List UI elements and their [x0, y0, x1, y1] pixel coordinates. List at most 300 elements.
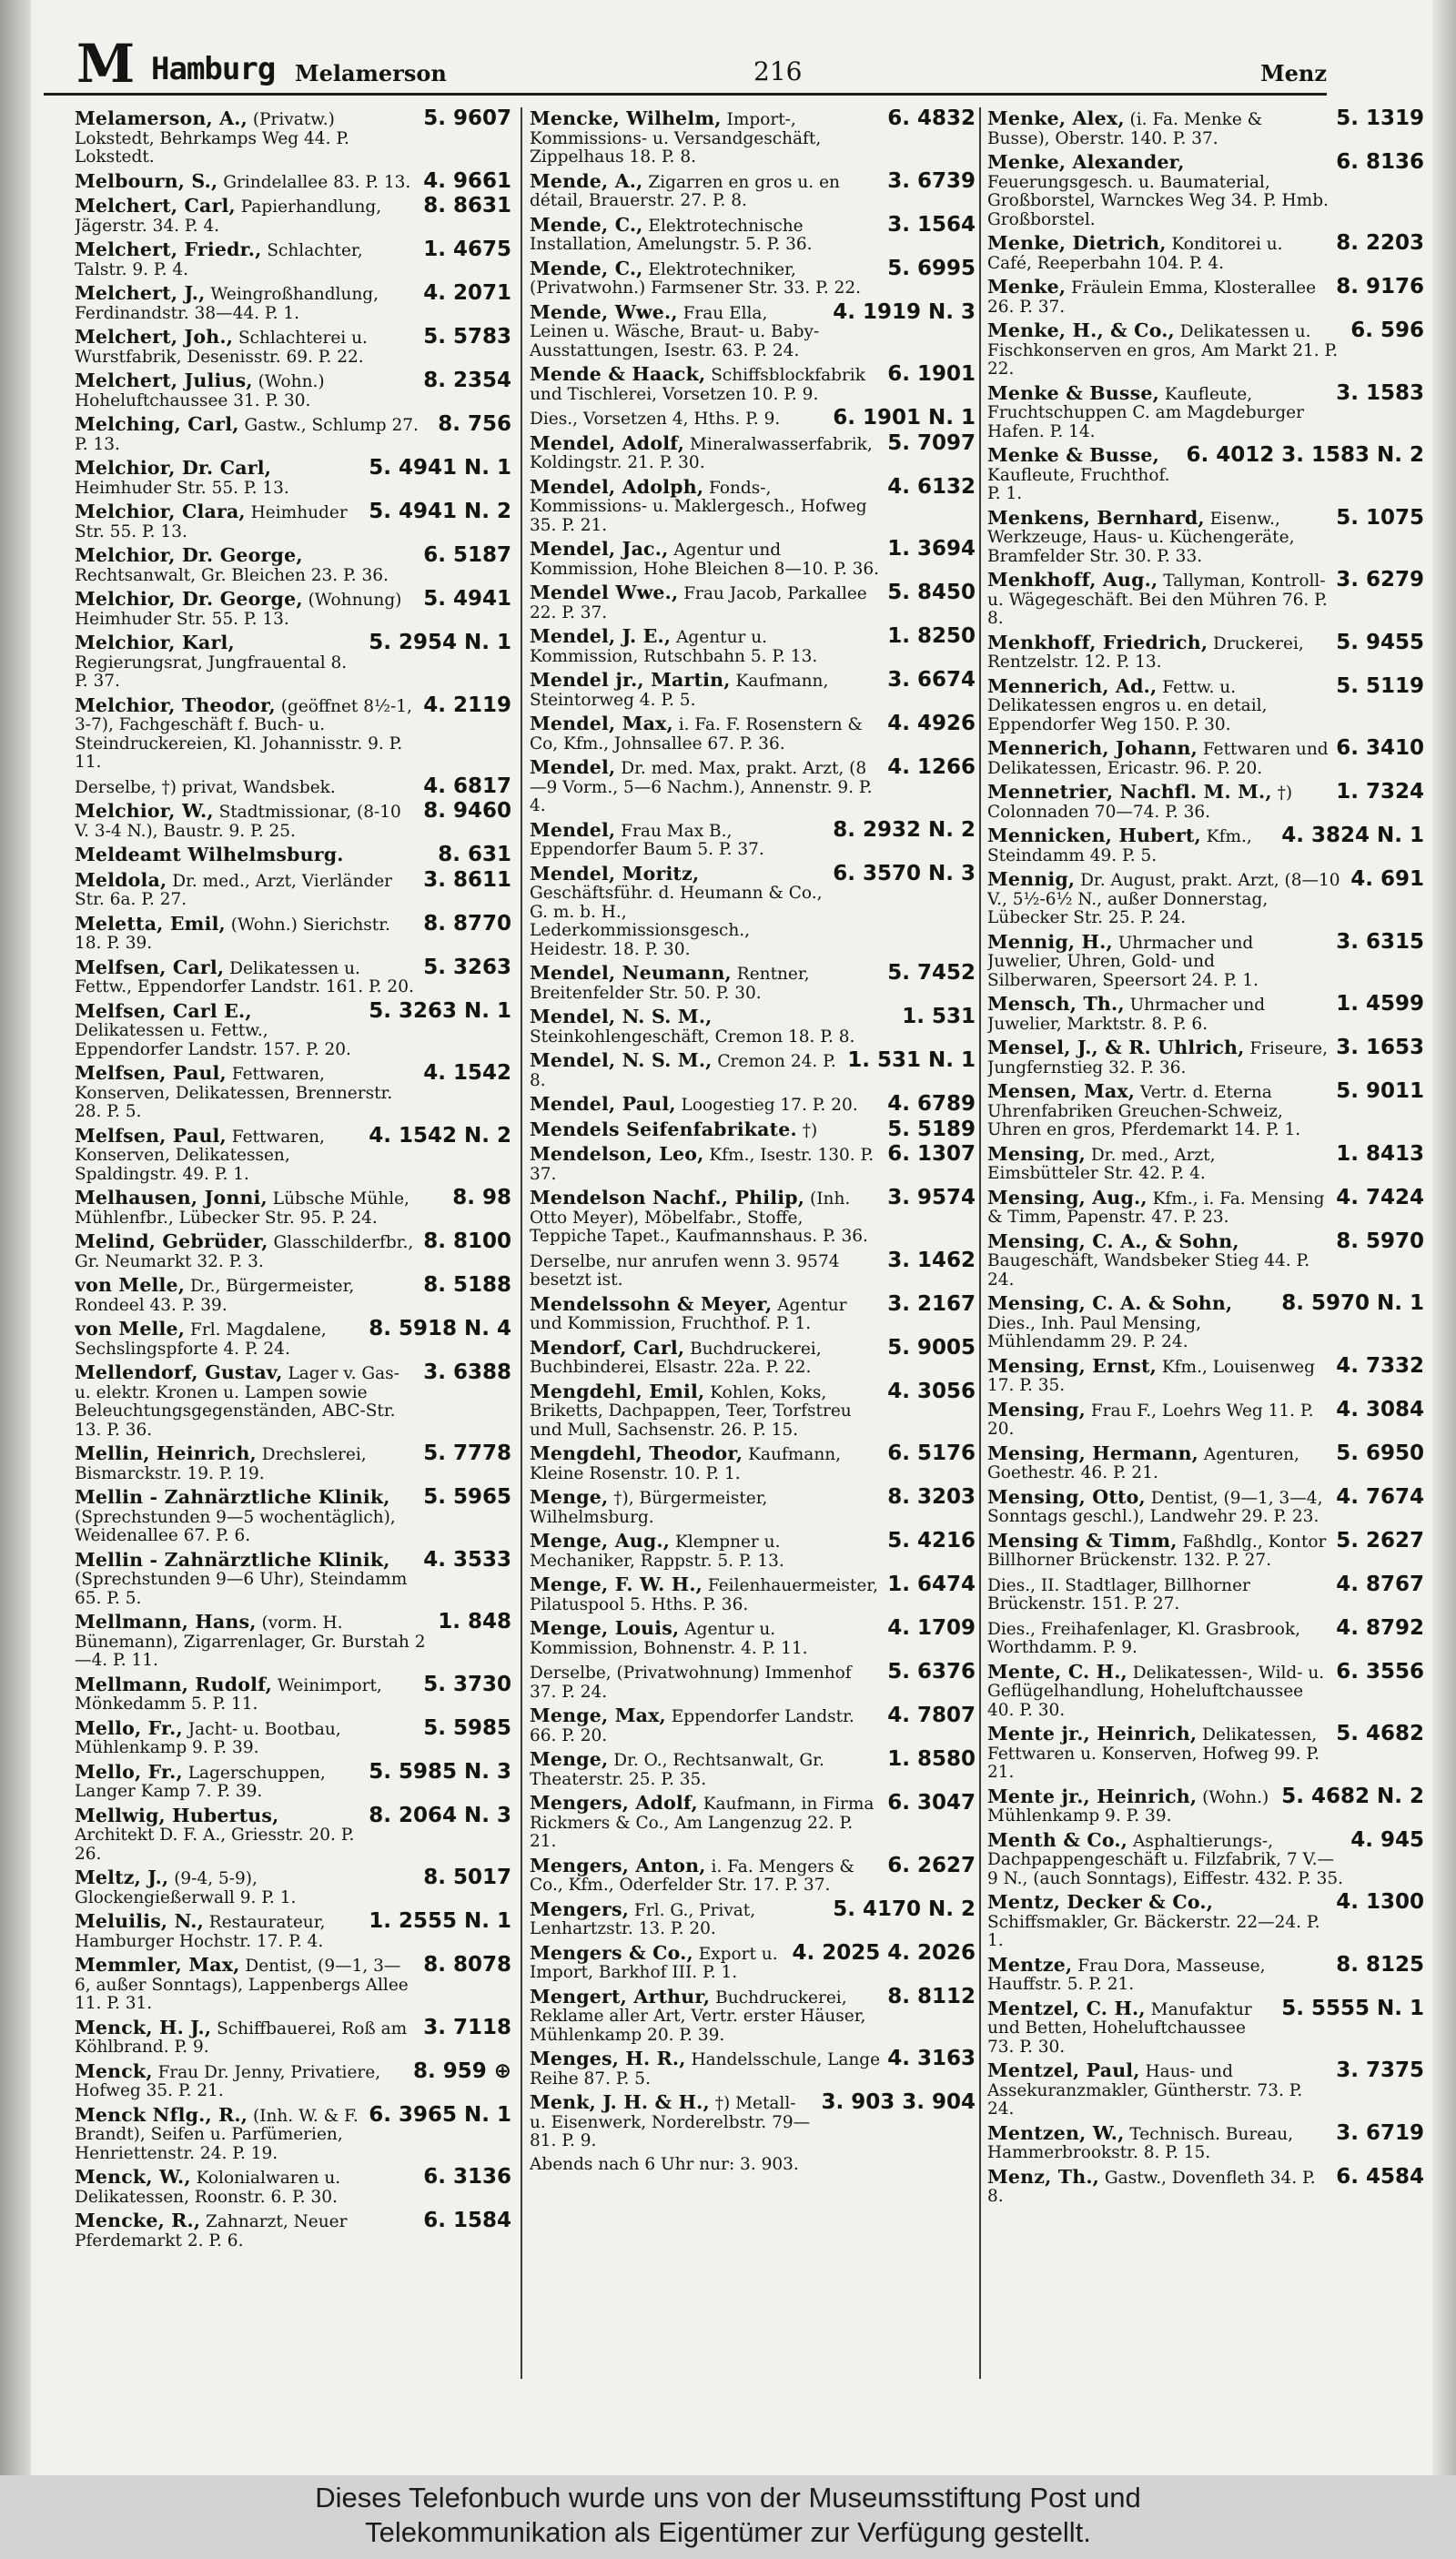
entry-phone-number: 4. 3163	[887, 2047, 976, 2070]
entry-phone-number: 4. 2025 4. 2026	[792, 1940, 976, 1965]
entry-phone-number: 8. 8100	[423, 1229, 511, 1253]
entry-details: Tallyman, Kontroll- u. Wägegeschäft. Bei den Mühren 76. P. 8.	[987, 571, 1328, 628]
entry-phone-number: 8. 9460	[423, 799, 511, 823]
entry-details: Frl. Magdalene, Sechslingspforte 4. P. 24.	[75, 1320, 327, 1359]
directory-entry	[987, 1353, 1424, 1396]
entry-name: Menke,	[987, 276, 1067, 298]
entry-phone-number: 5. 3730	[423, 1672, 511, 1696]
entry-name: Mennerich, Johann,	[987, 737, 1198, 759]
entry-name: Mendel, Adolph,	[530, 475, 704, 498]
entry-details: Delikatessen, Fettwaren u. Konserven, Hofweg 99. P. 21.	[987, 1725, 1320, 1782]
directory-entry	[530, 1616, 976, 1658]
entry-name: Menke & Busse,	[987, 444, 1159, 466]
entry-details: (Wohn.) Mühlenkamp 9. P. 39.	[987, 1787, 1269, 1826]
entry-phone-number: 1. 2555 N. 1	[369, 1909, 511, 1933]
directory-entry	[530, 1142, 976, 1184]
entry-name: Menz, Th.,	[987, 2165, 1099, 2188]
entry-name: Mendelssohn & Meyer,	[530, 1292, 773, 1315]
entry-name: Melchior, Theodor,	[75, 693, 276, 716]
directory-entry	[530, 1575, 976, 1614]
directory-entry	[75, 911, 511, 954]
entry-details: Gastw., Schlump 27. P. 13.	[75, 416, 419, 454]
entry-phone-number: 4. 2119	[423, 693, 511, 717]
directory-entry	[987, 929, 1424, 991]
entry-details: Feuerungsgesch. u. Baumaterial, Großborstel, Warnckes Weg 34. P. Hmb. Großborstel.	[987, 172, 1329, 229]
entry-details: Restaurateur, Hamburger Hochstr. 17. P. 4.	[75, 1913, 326, 1951]
entry-details: (Sprechstunden 9—5 wochentäglich), Weidenallee 67. P. 6.	[75, 1507, 396, 1545]
entry-phone-number: 5. 2954 N. 1	[369, 631, 511, 654]
directory-entry	[987, 1659, 1424, 1721]
directory-entry	[987, 109, 1424, 148]
entry-details: Dr., Bürgermeister, Rondeel 43. P. 39.	[75, 1277, 355, 1315]
page-footer	[0, 2475, 1456, 2559]
entry-details: Uhrmacher und Juwelier, Uhren, Gold- und Silberwaren, Speersort 24. P. 1.	[987, 933, 1259, 990]
entry-details: Geschäftsführ. d. Heumann & Co., G. m. b. H., Lederkommissionsgesch., Heidestr. 18. P. 30.	[530, 884, 823, 959]
directory-entry	[75, 371, 511, 410]
entry-name: Mensing, Hermann,	[987, 1441, 1199, 1464]
entry-phone-number: 3. 1564	[887, 212, 976, 237]
entry-details: Kohlen, Koks, Briketts, Dachpappen, Teer, Torfstreu und Mull, Sachsenstr. 26. P. 15.	[530, 1382, 852, 1440]
entry-name: Mendorf, Carl,	[530, 1336, 685, 1359]
entry-details: Kfm., i. Fa. Mensing & Timm, Papenstr. 47. P. 23.	[987, 1188, 1325, 1227]
directory-entry	[75, 1715, 511, 1758]
entry-details: Stadtmissionar, (8-10 V. 3-4 N.), Baustr. 9. P. 25.	[75, 803, 401, 841]
entry-details: Frau Dr. Jenny, Privatiere, Hofweg 35. P. 21.	[75, 2062, 381, 2100]
entry-details: Glasschilderfbr., Gr. Neumarkt 32. P. 3.	[75, 1233, 414, 1271]
entry-details: Schlachterei u. Wurstfabrik, Desenisstr. 69. P. 22.	[75, 329, 368, 367]
entry-name: Mendel, N. S. M.,	[530, 1006, 713, 1027]
entry-name: Menge, Max,	[530, 1704, 666, 1726]
entry-name: Mengdehl, Theodor,	[530, 1442, 743, 1464]
entry-details: Agentur und Kommission, Fruchthof. P. 1.	[530, 1295, 847, 1333]
directory-entry	[530, 1048, 976, 1090]
directory-entry	[530, 861, 976, 960]
entry-name: Mentzen, W.,	[987, 2121, 1125, 2144]
entry-details: Zahnarzt, Neuer Pferdemarkt 2. P. 6.	[75, 2212, 348, 2251]
entry-details: Eisenw., Werkzeuge, Haus- u. Küchengeräte, Bramfelder Str. 30. P. 33.	[987, 509, 1295, 566]
directory-entry	[75, 845, 511, 866]
entry-details: Zigarren en gros u. en détail, Brauerstr. 27. P. 8.	[530, 172, 840, 210]
entry-details: Dr. August, prakt. Arzt, (8—10 V., 5½-6½ N., außer Donnerstag, Lübecker Str. 25. P. 24.	[987, 871, 1340, 927]
directory-entry	[987, 1038, 1424, 1077]
entry-details: (9-4, 5-9), Glockengießerwall 9. P. 1.	[75, 1869, 297, 1907]
entry-details: Buchdruckerei, Reklame aller Art, Vertr. erster Häuser, Mühlenkamp 20. P. 39.	[530, 1988, 866, 2045]
entry-details: Fettwaren und Delikatessen, Ericastr. 96. P. 20.	[987, 740, 1329, 778]
entry-name: Melchior, Dr. George,	[75, 588, 303, 610]
entry-details: (i. Fa. Menke & Busse), Oberstr. 140. P. 37.	[987, 110, 1263, 148]
entry-details: Dr. med. Max, prakt. Arzt, (8—9 Vorm., 5—6 Nachm.), Annenstr. 9. P. 4.	[530, 759, 873, 815]
entry-details: Export u. Import, Barkhof III. P. 1.	[530, 1944, 778, 1982]
entry-phone-number: 5. 1319	[1336, 109, 1424, 130]
entry-details: Drechslerei, Bismarckstr. 19. P. 19.	[75, 1445, 367, 1483]
entry-phone-number: 8. 8078	[423, 1953, 511, 1977]
entry-details: Kaufmann, in Firma Rickmers & Co., Am Langenzug 22. P. 21.	[530, 1795, 875, 1851]
directory-entry	[530, 1747, 976, 1789]
entry-phone-number: 4. 1709	[887, 1616, 976, 1640]
last-entry-guide-word: Menz	[1260, 60, 1327, 86]
entry-details: Agenturen, Goethestr. 46. P. 21.	[987, 1444, 1299, 1482]
entry-phone-number: 3. 1653	[1336, 1036, 1424, 1059]
entry-name: Mensen, Max,	[987, 1080, 1136, 1102]
entry-name: Mengert, Arthur,	[530, 1985, 711, 2008]
directory-entry	[530, 961, 976, 1003]
entry-name: Melchior, Karl,	[75, 632, 235, 653]
entry-name: Mellwig, Hubertus,	[75, 1804, 279, 1826]
directory-entry	[75, 168, 511, 193]
entry-details: Faßhdlg., Kontor Billhorner Brückenstr. 132. P. 27.	[987, 1532, 1327, 1570]
directory-column-2	[530, 109, 976, 2439]
entry-details: Dr. O., Rechtsanwalt, Gr. Theaterstr. 25. P. 35.	[530, 1751, 824, 1789]
directory-entry	[75, 2058, 511, 2101]
entry-name: Mentzel, Paul,	[987, 2059, 1140, 2081]
entry-phone-number: 6. 3570 N. 3	[833, 861, 976, 885]
entry-details: Import-, Kommissions- u. Versandgeschäft, Zippelhaus 18. P. 8.	[530, 110, 822, 167]
directory-entry	[530, 212, 976, 255]
entry-details: Dentist, (9—1, 3—4, Sonntags geschl.), Landwehr 29. P. 23.	[987, 1488, 1323, 1526]
entry-details: Frl. G., Privat, Lenhartzstr. 13. P. 20.	[530, 1900, 756, 1938]
entry-phone-number: 5. 7452	[887, 961, 976, 985]
entry-phone-number: 6. 4012 3. 1583 N. 2	[1186, 443, 1424, 467]
entry-name: Menck,	[75, 2059, 153, 2082]
entry-details: Fonds-, Kommissions- u. Maklergesch., Hofweg 35. P. 21.	[530, 478, 867, 535]
entry-details: Weinimport, Mönkedamm 5. P. 11.	[75, 1675, 382, 1714]
entry-name: Mentze,	[987, 1953, 1073, 1976]
entry-phone-number: 1. 7324	[1336, 780, 1424, 804]
entry-phone-number: 8. 8112	[887, 1984, 976, 2008]
footer-line-1: Dieses Telefonbuch wurde uns von der Museumsstiftung Post und	[315, 2482, 1141, 2513]
directory-entry	[75, 1868, 511, 1907]
page-edge-shadow-right	[1432, 0, 1456, 2475]
entry-phone-number: 8. 5188	[423, 1273, 511, 1297]
entry-phone-number: 8. 5918 N. 4	[369, 1317, 511, 1340]
entry-details: Manufaktur und Betten, Hoheluftchaussee 73. P. 30.	[987, 1999, 1252, 2057]
entry-phone-number: 6. 3136	[423, 2165, 511, 2189]
entry-details: Agentur u. Kommission, Rutschbahn 5. P. 13.	[530, 628, 818, 666]
directory-entry	[75, 1759, 511, 1802]
column-divider	[521, 107, 522, 2379]
directory-entry	[987, 992, 1424, 1034]
entry-phone-number: 6. 1307	[887, 1142, 976, 1166]
entry-name: Mensing, C. A., & Sohn,	[987, 1229, 1239, 1252]
directory-entry	[530, 474, 976, 536]
directory-entry	[75, 1188, 511, 1228]
entry-name: Mensing, Aug.,	[987, 1186, 1148, 1209]
directory-entry	[75, 774, 511, 798]
entry-name: Menge,	[530, 1486, 609, 1508]
directory-entry	[75, 1441, 511, 1483]
entry-phone-number: 1. 8580	[887, 1747, 976, 1771]
entry-name: Menke, Alex,	[987, 109, 1125, 129]
directory-entry	[530, 362, 976, 404]
entry-details: Heimhuder Str. 55. P. 13.	[75, 503, 348, 541]
directory-entry	[75, 1317, 511, 1359]
entry-phone-number: 1. 4599	[1336, 992, 1424, 1016]
entry-name: Mente, C. H.,	[987, 1660, 1127, 1683]
entry-phone-number: 6. 3965 N. 1	[369, 2102, 511, 2127]
directory-entry	[530, 668, 976, 710]
directory-entry	[530, 537, 976, 579]
entry-name: Menke, H., & Co.,	[987, 319, 1175, 341]
directory-entry	[530, 1853, 976, 1896]
directory-entry	[987, 736, 1424, 778]
entry-phone-number: 5. 7778	[423, 1441, 511, 1465]
directory-entry	[530, 1441, 976, 1483]
entry-name: Mende, C.,	[530, 213, 643, 236]
directory-entry	[987, 2120, 1424, 2163]
entry-name: Melfsen, Paul,	[75, 1062, 227, 1084]
entry-details: †), Bürgermeister, Wilhelmsburg.	[530, 1489, 768, 1527]
city-title: Hamburg	[151, 51, 276, 87]
footer-line-2: Telekommunikation als Eigentümer zur Verfügung gestellt.	[365, 2516, 1091, 2548]
directory-entry	[530, 2156, 976, 2175]
directory-entry	[987, 1952, 1424, 1995]
entry-name: Mengers & Co.,	[530, 1941, 693, 1964]
directory-entry	[987, 673, 1424, 735]
entry-details: (Privatw.) Lokstedt, Behrkamps Weg 44. P. Lokstedt.	[75, 110, 349, 167]
entry-phone-number: 6. 5187	[423, 543, 511, 567]
entry-name: Mendel,	[530, 756, 616, 778]
directory-entry	[75, 2102, 511, 2164]
directory-entry	[987, 1890, 1424, 1951]
entry-phone-number: 8. 5970	[1336, 1229, 1424, 1253]
entry-phone-number: 5. 5985	[423, 1715, 511, 1740]
entry-details: Handelsschule, Lange Reihe 87. P. 5.	[530, 2050, 881, 2089]
entry-details: Uhrmacher und Juwelier, Marktstr. 8. P. 6.	[987, 996, 1266, 1034]
entry-details: Klempner u. Mechaniker, Rappstr. 5. P. 13.	[530, 1532, 784, 1571]
entry-name: Mellin, Heinrich,	[75, 1442, 257, 1464]
entry-name: Menck, H. J.,	[75, 2016, 212, 2038]
entry-name: Mendelson Nachf., Philip,	[530, 1187, 805, 1209]
entry-phone-number: 4. 2071	[423, 281, 511, 305]
directory-entry	[530, 1188, 976, 1247]
entry-name: Melchior, Clara,	[75, 501, 246, 522]
entry-phone-number: 8. 5970 N. 1	[1281, 1291, 1424, 1315]
entry-name: Melchert, Friedr.,	[75, 238, 262, 260]
directory-entry	[75, 281, 511, 323]
directory-entry	[987, 1996, 1424, 2058]
entry-details: Feilenhauermeister, Pilatuspool 5. Hths. P. 36.	[530, 1576, 879, 1614]
entry-name: Melching, Carl,	[75, 413, 239, 435]
entry-details: Fettwaren, Konserven, Delikatessen, Spaldingstr. 49. P. 1.	[75, 1127, 325, 1184]
directory-entry	[75, 955, 511, 997]
directory-entry	[530, 583, 976, 622]
directory-entry	[75, 587, 511, 629]
entry-name: Melamerson, A.,	[75, 109, 248, 129]
entry-name: Mendels Seifenfabrikate.	[530, 1118, 797, 1140]
entry-name: Mensing & Timm,	[987, 1529, 1178, 1552]
entry-name: Mende, A.,	[530, 169, 643, 192]
entry-name: Menck, W.,	[75, 2166, 191, 2188]
entry-details: Frau Ella, Leinen u. Wäsche, Braut- u. Baby-Ausstattungen, Isestr. 63. P. 24.	[530, 303, 820, 360]
entry-name: Mente jr., Heinrich,	[987, 1723, 1198, 1745]
entry-phone-number: 1. 6474	[887, 1573, 976, 1596]
entry-name: Menke, Alexander,	[987, 151, 1185, 173]
directory-entry	[530, 2049, 976, 2089]
entry-phone-number: 4. 6132	[887, 474, 976, 499]
entry-details: Derselbe, †) privat, Wandsbek.	[75, 777, 336, 797]
entry-details: Abends nach 6 Uhr nur: 3. 903.	[530, 2154, 799, 2174]
entry-phone-number: 4. 7807	[887, 1704, 976, 1727]
directory-entry	[987, 568, 1424, 629]
entry-name: Mencke, Wilhelm,	[530, 109, 722, 129]
entry-details: Kaufleute, Fruchtschuppen C. am Magdeburger Hafen. P. 14.	[987, 384, 1304, 441]
entry-phone-number: 4. 7424	[1336, 1185, 1424, 1209]
entry-details: Mineralwasserfabrik, Koldingstr. 21. P. 30.	[530, 434, 873, 472]
entry-name: Meluilis, N.,	[75, 1910, 204, 1932]
directory-entry	[75, 633, 511, 692]
entry-phone-number: 5. 5189	[887, 1117, 976, 1141]
entry-details: i. Fa. Mengers & Co., Kfm., Oderfelder Str. 17. P. 37.	[530, 1856, 854, 1895]
entry-name: Menkhoff, Friedrich,	[987, 631, 1208, 653]
directory-entry	[987, 2164, 1424, 2207]
entry-details: Asphaltierungs-, Dachpappengeschäft u. Filzfabrik, 7 V.—9 N., (auch Sonntags), Eiffestr. 432. P. 35.	[987, 1831, 1344, 1888]
entry-details: Grindelallee 83. P. 13.	[223, 172, 411, 192]
entry-phone-number: 6. 4584	[1336, 2164, 1424, 2189]
entry-name: Mensing,	[987, 1398, 1086, 1421]
directory-entry	[75, 194, 511, 236]
directory-entry	[987, 826, 1424, 865]
entry-details: Dies., Freihafenlager, Kl. Grasbrook, Worthdamm. P. 9.	[987, 1619, 1301, 1657]
entry-name: Menk, J. H. & H.,	[530, 2091, 710, 2113]
page-number: 216	[753, 56, 803, 86]
entry-name: Menges, H. R.,	[530, 2048, 686, 2069]
entry-phone-number: 4. 691	[1350, 867, 1424, 891]
entry-phone-number: 5. 8450	[887, 581, 976, 604]
directory-entry	[530, 406, 976, 430]
entry-phone-number: 6. 1901 N. 1	[833, 406, 976, 430]
entry-phone-number: 8. 9176	[1336, 275, 1424, 298]
entry-phone-number: 8. 5017	[423, 1866, 511, 1889]
entry-phone-number: 4. 1266	[887, 755, 976, 779]
directory-column-1	[75, 109, 511, 2439]
entry-details: Dentist, (9—1, 3—6, außer Sonntags), Lappenbergs Allee 11. P. 31.	[75, 1957, 409, 2013]
entry-name: Mendel, Max,	[530, 713, 673, 734]
directory-entry	[530, 1984, 976, 2046]
entry-phone-number: 6. 8136	[1336, 150, 1424, 174]
directory-entry	[987, 1185, 1424, 1228]
entry-phone-number: 1. 848	[438, 1610, 511, 1634]
directory-entry	[530, 1092, 976, 1116]
entry-name: Mendel,	[530, 818, 616, 841]
entry-phone-number: 6. 3047	[887, 1791, 976, 1815]
entry-details: Frau Jacob, Parkallee 22. P. 37.	[530, 584, 867, 622]
entry-phone-number: 6. 4832	[887, 109, 976, 130]
entry-phone-number: 6. 5176	[887, 1441, 976, 1465]
entry-phone-number: 1. 8250	[887, 624, 976, 648]
directory-entry	[530, 2090, 976, 2151]
entry-name: Mendel Wwe.,	[530, 582, 679, 603]
entry-name: Melfsen, Carl E.,	[75, 999, 252, 1022]
entry-phone-number: 8. 2354	[423, 369, 511, 392]
entry-phone-number: 5. 6995	[887, 256, 976, 280]
entry-name: Mende, C.,	[530, 257, 643, 279]
entry-phone-number: 1. 531	[902, 1005, 976, 1028]
page-edge-shadow	[0, 0, 31, 2475]
directory-entry	[75, 502, 511, 541]
entry-details: Loogestieg 17. P. 20.	[681, 1096, 858, 1115]
directory-entry	[987, 380, 1424, 442]
page-header	[44, 35, 1327, 96]
entry-phone-number: 1. 8413	[1336, 1141, 1424, 1166]
entry-phone-number: 1. 531 N. 1	[847, 1048, 976, 1072]
entry-name: Mensing, Ernst,	[987, 1354, 1157, 1377]
entry-name: Mellin - Zahnärztliche Klinik,	[75, 1486, 390, 1508]
entry-details: Agentur u. Kommission, Bohnenstr. 4. P. 11.	[530, 1620, 808, 1658]
entry-phone-number: 6. 2627	[887, 1853, 976, 1877]
entry-name: Mencke, R.,	[75, 2210, 201, 2231]
directory-entry	[530, 1660, 976, 1702]
directory-entry	[75, 1803, 511, 1865]
directory-entry	[987, 780, 1424, 822]
entry-phone-number: 4. 3533	[423, 1547, 511, 1572]
entry-name: Meldola,	[75, 868, 167, 891]
directory-entry	[530, 430, 976, 473]
entry-phone-number: 3. 6315	[1336, 929, 1424, 954]
directory-entry	[75, 867, 511, 910]
entry-name: Menck Nflg., R.,	[75, 2103, 248, 2126]
entry-name: Mendel, Adolf,	[530, 431, 685, 454]
directory-entry	[530, 1896, 976, 1939]
entry-details: Elektrotechnische Installation, Amelungstr. 5. P. 36.	[530, 216, 813, 254]
entry-phone-number: 4. 6789	[887, 1092, 976, 1116]
entry-name: Melind, Gebrüder,	[75, 1230, 268, 1252]
entry-details: (Sprechstunden 9—6 Uhr), Steindamm 65. P. 5.	[75, 1570, 408, 1608]
entry-name: Menke, Dietrich,	[987, 232, 1167, 254]
entry-name: Melfsen, Carl,	[75, 956, 225, 978]
entry-details: Kaufmann, Steintorweg 4. P. 5.	[530, 672, 829, 710]
entry-details: Regierungsrat, Jungfrauental 8. P. 37.	[75, 652, 348, 691]
entry-phone-number: 3. 6719	[1336, 2120, 1424, 2145]
entry-phone-number: 4. 9661	[423, 168, 511, 193]
entry-details: Steinkohlengeschäft, Cremon 18. P. 8.	[530, 1027, 855, 1047]
entry-details: Dr. med., Arzt, Vierländer Str. 6a. P. 27.	[75, 871, 392, 909]
entry-details: †)	[802, 1120, 818, 1140]
entry-phone-number: 5. 9607	[423, 109, 511, 130]
entry-details: Baugeschäft, Wandsbeker Stieg 44. P. 24.	[987, 1251, 1310, 1290]
entry-name: Menge, Aug.,	[530, 1530, 671, 1552]
directory-entry	[987, 275, 1424, 317]
directory-entry	[75, 1610, 511, 1671]
entry-details: (Inh. Otto Meyer), Möbelfabr., Stoffe, Teppiche Tapet., Kaufmannshaus. P. 36.	[530, 1189, 868, 1246]
entry-details: Kaufleute, Fruchthof. P. 1.	[987, 465, 1170, 503]
entry-phone-number: 3. 7375	[1336, 2058, 1424, 2082]
directory-entry	[987, 2058, 1424, 2119]
entry-details: Frau Dora, Masseuse, Hauffstr. 5. P. 21.	[987, 1956, 1266, 1994]
entry-details: Delikatessen u. Fettw., Eppendorfer Landstr. 161. P. 20.	[75, 958, 414, 996]
directory-entry	[987, 1615, 1424, 1658]
entry-phone-number: 8. 2203	[1336, 231, 1424, 255]
directory-entry	[75, 412, 511, 454]
directory-entry	[75, 799, 511, 841]
directory-entry	[530, 1379, 976, 1441]
directory-entry	[530, 755, 976, 816]
entry-name: Meldeamt Wilhelmsburg.	[75, 844, 344, 865]
entry-name: Mengers, Anton,	[530, 1854, 706, 1876]
entry-name: Mengers, Adolf,	[530, 1792, 698, 1814]
directory-entry	[75, 1485, 511, 1546]
entry-name: Meltz, J.,	[75, 1866, 169, 1888]
entry-name: Mensing,	[987, 1142, 1086, 1165]
entry-phone-number: 6. 3410	[1336, 736, 1424, 760]
entry-name: Mennetrier, Nachfl. M. M.,	[987, 781, 1272, 803]
entry-name: Melbourn, S.,	[75, 169, 218, 192]
directory-entry	[530, 817, 976, 860]
entry-phone-number: 3. 6674	[887, 668, 976, 692]
entry-details: (vorm. H. Bünemann), Zigarrenlager, Gr. Burstah 2—4. P. 11.	[75, 1613, 426, 1670]
directory-entry	[987, 630, 1424, 673]
entry-phone-number: 8. 98	[452, 1186, 511, 1209]
directory-column-3	[987, 109, 1424, 2439]
